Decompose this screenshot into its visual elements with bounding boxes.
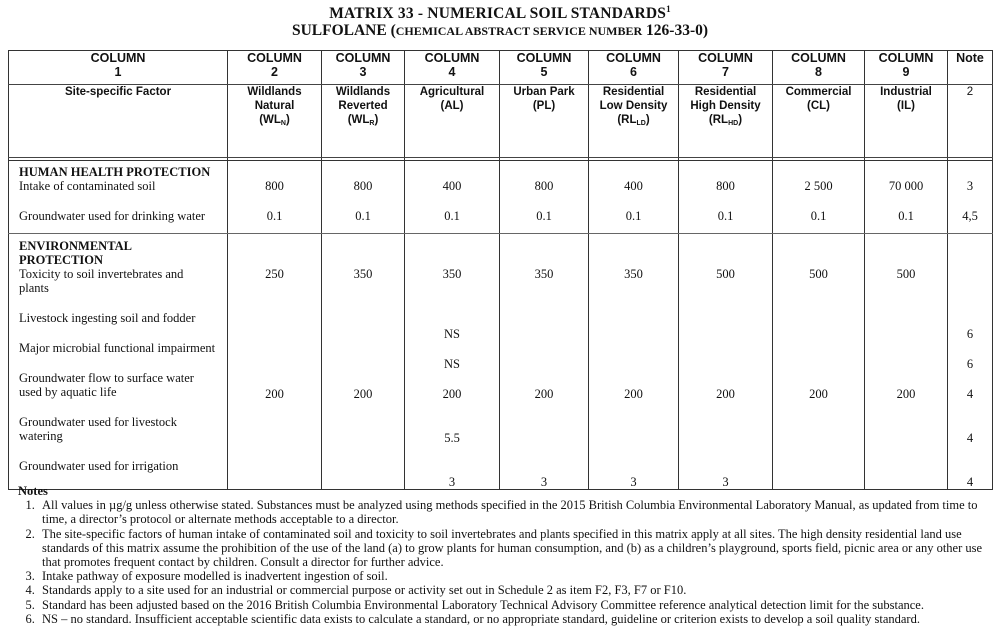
land-use-row (9, 85, 993, 158)
column-header-note: Note (948, 51, 993, 85)
land-use-wildlands-natural: Wildlands Natural $(WL_N)$ (228, 85, 322, 158)
factor-label: Groundwater flow to surface water (19, 371, 194, 385)
value-cell: 2 500 (804, 179, 833, 193)
value-cell: 350 (534, 267, 554, 281)
section-human-health (9, 161, 993, 234)
value-cell: NS (444, 327, 460, 341)
note-item: 5. Standard has been adjusted based on the 2016 British Columbia Environmental Laboratory Technical Advisory Committee reference analytical detection limit for the substance. (38, 598, 993, 612)
column-number-row (9, 51, 993, 85)
factor-cell (9, 161, 228, 234)
notes-list (18, 498, 993, 626)
value-cell: 400 (442, 179, 462, 193)
value-cell: 0.1 (444, 209, 460, 223)
land-use-residential-low: Residential Low Density $(RL_{LD})$ (589, 85, 679, 158)
value-cell: 5.5 (444, 431, 460, 445)
value-cell: 800 (534, 179, 554, 193)
value-cell: 800 (716, 179, 735, 193)
column-header-4: COLUMN 4 (405, 51, 500, 85)
factor-label: Major microbial functional impairment (19, 341, 216, 355)
note-ref: 6 (966, 357, 974, 371)
land-use-residential-high: Residential High Density $(RL_{HD})$ (679, 85, 773, 158)
column-header-6: COLUMN 6 (589, 51, 679, 85)
factor-label: used by aquatic life (19, 385, 117, 399)
notes-heading: Notes (18, 484, 48, 498)
note-ref: 6 (966, 327, 974, 341)
factor-label: Groundwater used for drinking water (19, 209, 206, 223)
value-cell: 0.1 (898, 209, 914, 223)
factor-label: watering (19, 429, 63, 443)
value-cell: 3 (448, 475, 456, 489)
column-header-2: COLUMN 2 (228, 51, 322, 85)
section-environmental (9, 234, 993, 490)
value-cell: 500 (896, 267, 916, 281)
factor-label: Groundwater used for livestock (19, 415, 177, 429)
column-header-1: COLUMN 1 (9, 51, 228, 85)
value-cell: 200 (716, 387, 735, 401)
section-heading: PROTECTION (19, 253, 104, 267)
note-ref: 4 (966, 387, 974, 401)
factor-cell (9, 234, 228, 490)
value-cell: 0.1 (355, 209, 371, 223)
note-ref: 4,5 (962, 209, 978, 223)
substance-title: SULFOLANE (CHEMICAL ABSTRACT SERVICE NUMBER 126-33-0) (291, 22, 709, 39)
footnote-ref: 1 (666, 4, 671, 14)
factor-label: Livestock ingesting soil and fodder (19, 311, 196, 325)
value-cell: 0.1 (717, 209, 734, 223)
factor-label: Toxicity to soil invertebrates and (19, 267, 184, 281)
value-cell: 0.1 (625, 209, 642, 223)
column-header-8: COLUMN 8 (773, 51, 865, 85)
note-ref: 3 (966, 179, 974, 193)
value-cell: 3 (540, 475, 548, 489)
value-cell: 200 (896, 387, 916, 401)
land-use-wildlands-reverted: Wildlands Reverted $(WL_R)$ (322, 85, 405, 158)
value-cell: 200 (624, 387, 643, 401)
value-cell: 500 (716, 267, 735, 281)
note-item: 1. All values in µg/g unless otherwise stated. Substances must be analyzed using methods specified in the 2015 British Columbia Environmental Laboratory Manual, as updated from time to time, a director’s protocol or alternate methods acceptable to a director. (38, 498, 993, 526)
section-heading: ENVIRONMENTAL (19, 239, 132, 253)
factor-label: Groundwater used for irrigation (19, 459, 179, 473)
value-cell: 400 (624, 179, 643, 193)
value-cell: NS (444, 357, 460, 371)
land-use-agricultural: Agricultural (AL) (405, 85, 500, 158)
value-cell: 350 (353, 267, 373, 281)
note-ref: 4 (966, 475, 974, 489)
column-header-5: COLUMN 5 (500, 51, 589, 85)
value-cell: 200 (534, 387, 554, 401)
value-cell: 3 (722, 475, 729, 489)
note-item: 3. Intake pathway of exposure modelled is inadvertent ingestion of soil. (38, 569, 993, 583)
value-cell: 350 (442, 267, 462, 281)
value-cell: 250 (265, 267, 284, 281)
section-heading: HUMAN HEALTH PROTECTION (19, 165, 211, 179)
value-cell: 200 (809, 387, 828, 401)
note-item: 6. NS – no standard. Insufficient acceptable scientific data exists to calculate a standard, or no appropriate standard, guideline or criterion exists to develop a soil quality standard. (38, 612, 993, 626)
value-cell: 200 (442, 387, 462, 401)
value-cell: 0.1 (810, 209, 827, 223)
value-cell: 800 (265, 179, 284, 193)
value-cell: 800 (353, 179, 373, 193)
value-cell: 200 (265, 387, 284, 401)
site-specific-factor-header: Site-specific Factor (9, 85, 228, 158)
value-cell: 500 (809, 267, 828, 281)
column-header-3: COLUMN 3 (322, 51, 405, 85)
column-header-9: COLUMN 9 (865, 51, 948, 85)
column-header-7: COLUMN 7 (679, 51, 773, 85)
note-item: 4. Standards apply to a site used for an industrial or commercial purpose or activity set out in Schedule 2 as item F2, F3, F7 or F10. (38, 583, 993, 597)
factor-label: plants (19, 281, 49, 295)
value-cell: 0.1 (266, 209, 283, 223)
value-cell: 70 000 (888, 179, 924, 193)
notes-section (18, 484, 993, 626)
value-cell: 0.1 (536, 209, 552, 223)
soil-standards-table (8, 50, 993, 490)
note-header-value: 2 (948, 85, 993, 158)
land-use-urban-park: Urban Park (PL) (500, 85, 589, 158)
note-item: 2. The site-specific factors of human intake of contaminated soil and toxicity to soil invertebrates and plants specified in this matrix apply at all sites. The high density residential land use standards of this matrix assume the prohibition of the use of the land (a) to grow plants for human consumption, and (b) as a children’s playground, sports field, picnic area or any other use that promotes frequent contact by children. Consult a director for further advice. (38, 527, 993, 570)
land-use-commercial: Commercial (CL) (773, 85, 865, 158)
note-ref: 4 (966, 431, 974, 445)
value-cell: 200 (353, 387, 373, 401)
value-cell: 3 (630, 475, 637, 489)
value-cell: 350 (624, 267, 643, 281)
matrix-title: MATRIX 33 - NUMERICAL SOIL STANDARDS$^1$ (329, 4, 671, 22)
factor-label: Intake of contaminated soil (19, 179, 156, 193)
land-use-industrial: Industrial (IL) (865, 85, 948, 158)
